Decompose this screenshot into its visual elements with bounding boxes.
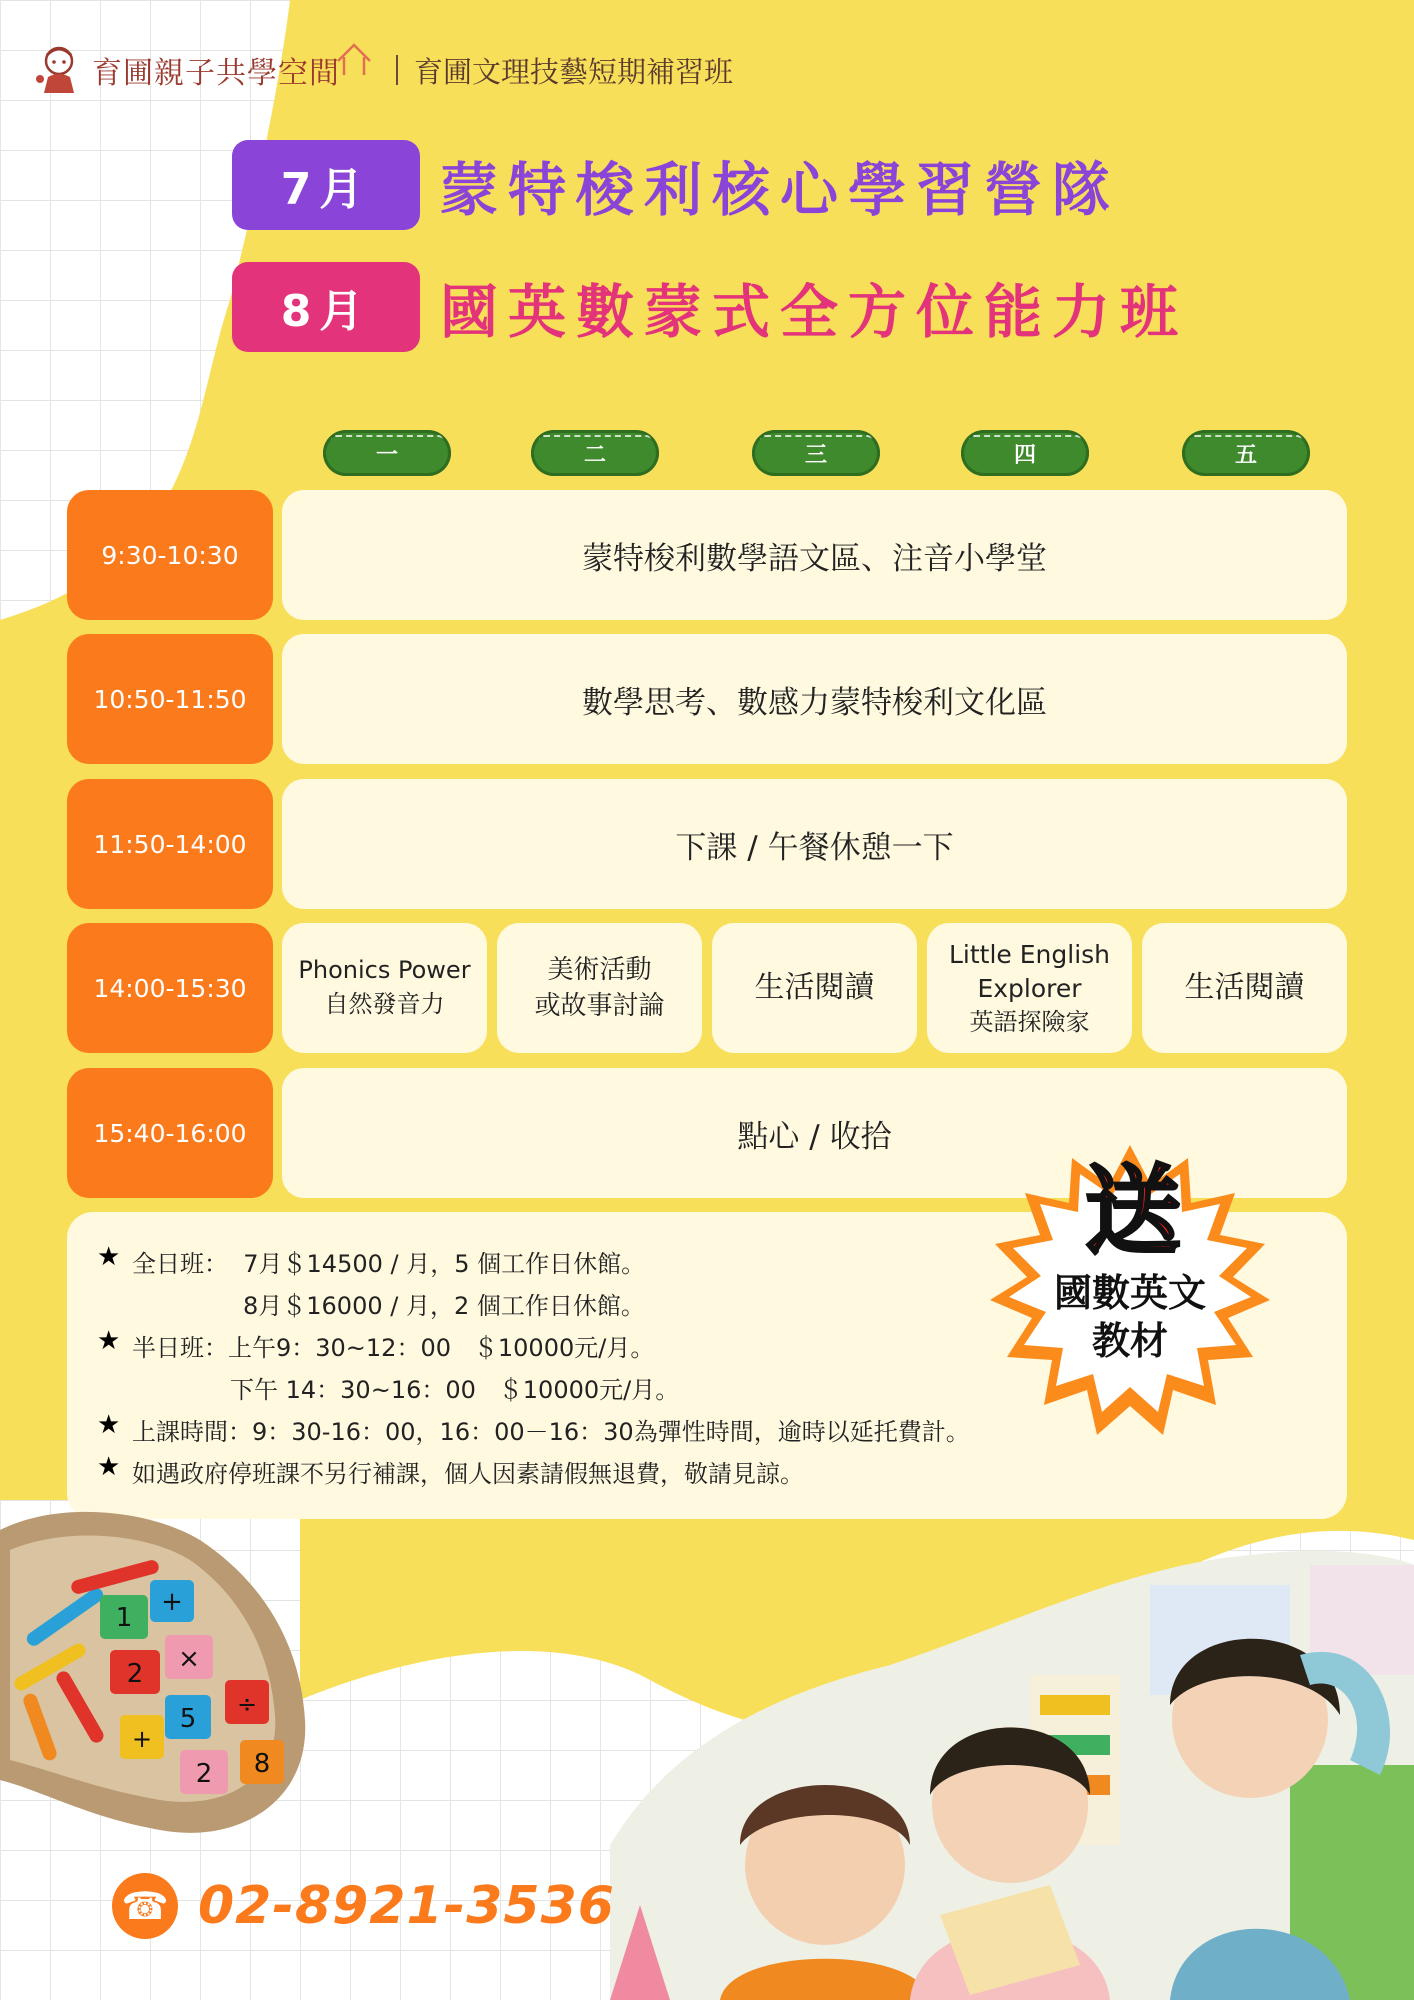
svg-text:+: + [161,1587,183,1617]
time-slot: 15:40-16:00 [67,1068,273,1198]
svg-text:5: 5 [179,1704,197,1734]
logo-name: 育圃親子共學空間 [92,56,340,91]
activity-text: 數學思考、數感力蒙特梭利文化區 [582,684,1047,721]
contact-phone[interactable] [112,1873,615,1939]
program-july [232,140,1120,230]
svg-text:÷: ÷ [236,1690,258,1718]
program-title: 國英數蒙式全方位能力班 [440,278,1189,346]
activity-text: 生活閱讀 [754,970,875,1005]
svg-text:+: + [131,1725,153,1753]
star-bullet: ★ [97,1242,121,1272]
phone-number[interactable]: 02-8921-3536 [198,1876,615,1936]
day-tue: 二 [531,430,659,476]
day-thu: 四 [961,430,1089,476]
month-badge: 8月 [232,262,420,352]
activity-text: Little English [948,940,1111,970]
activity-cell-mon [282,923,487,1053]
activity-text: 下課 / 午餐休憩一下 [675,829,954,866]
star-bullet: ★ [97,1452,121,1482]
promo-line-2: 教材 [1091,1318,1168,1363]
children-photo [610,1545,1414,2000]
time-slot: 11:50-14:00 [67,779,273,909]
star-bullet: ★ [97,1410,121,1440]
month-badge: 7月 [232,140,420,230]
svg-text:2: 2 [126,1659,144,1689]
note-full-day: 全日班： 7月＄14500 / 月，5 個工作日休館。 [132,1250,646,1278]
activity-subtext: 英語探險家 [969,1007,1090,1036]
note-full-day-aug: 8月＄16000 / 月，2 個工作日休館。 [243,1292,645,1320]
day-wed: 三 [752,430,880,476]
activity-text: 美術活動 [547,954,652,985]
time-slot: 14:00-15:30 [67,923,273,1053]
activity-text-2: Explorer [977,973,1082,1003]
activity-cell [282,490,1347,620]
house-icon [334,39,374,79]
star-bullet: ★ [97,1326,121,1356]
number-blocks-photo [0,1500,310,1840]
svg-text:×: × [178,1644,200,1674]
activity-cell-wed [712,923,917,1053]
activity-cell [282,779,1347,909]
program-title: 蒙特梭利核心學習營隊 [440,156,1121,224]
activity-text: 蒙特梭利數學語文區、注音小學堂 [582,540,1047,577]
activity-subtext: 自然發音力 [324,990,445,1018]
header [30,35,733,105]
time-slot: 9:30-10:30 [67,490,273,620]
svg-text:2: 2 [195,1759,213,1789]
activity-text: Phonics Power [298,956,471,985]
activity-cell-thu [927,923,1132,1053]
activity-cell [282,634,1347,764]
note-half-day-pm: 下午 14：30~16：00 ＄10000元/月。 [230,1376,680,1404]
activity-cell-fri [1142,923,1347,1053]
note-cancellation: 如遇政府停班課不另行補課，個人因素請假無退費，敬請見諒。 [132,1460,804,1488]
gift-label: 送 [1085,1155,1181,1267]
phone-icon: ☎ [112,1873,178,1939]
program-august [232,262,1188,352]
svg-text:8: 8 [253,1749,271,1779]
promo-line-1: 國數英文 [1053,1271,1206,1315]
time-slot: 10:50-11:50 [67,634,273,764]
svg-text:1: 1 [115,1603,133,1633]
header-subtitle: 育圃文理技藝短期補習班 [414,54,734,89]
header-divider [396,55,398,85]
activity-cell-tue [497,923,702,1053]
day-mon: 一 [323,430,451,476]
day-fri: 五 [1182,430,1310,476]
promo-text [1025,1270,1235,1365]
note-half-day: 半日班：上午9：30~12：00 ＄10000元/月。 [132,1334,655,1362]
activity-subtext: 或故事討論 [534,991,665,1021]
activity-text: 點心 / 收拾 [737,1118,892,1155]
logo-child-icon [30,41,88,99]
activity-text: 生活閱讀 [1184,970,1305,1005]
note-class-hours: 上課時間：9：30-16：00，16：00－16：30為彈性時間，逾時以延托費計。 [132,1418,970,1446]
